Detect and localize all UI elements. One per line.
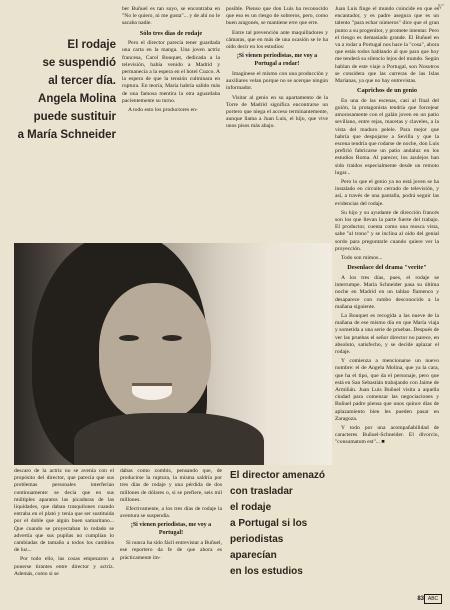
subheading-caprichos: Caprichos de un genio bbox=[356, 87, 417, 95]
paragraph: La Bouquet es recogida a las nueve de la mañana de ese mismo día en que María viaja y sometida a una serie de pruebas. Después de ver las pruebas el señor director no parece, en absoluto, satisfecho, y se decide aplazar el rodaje. bbox=[335, 312, 439, 355]
paragraph: Todo son mimos... bbox=[341, 255, 383, 262]
pull-quote-line: El director amenazó bbox=[230, 470, 326, 481]
subheading-desenlace: Desenlace del drama "verite" bbox=[347, 264, 427, 272]
subheading-tres-dias: Sólo tres días de rodaje bbox=[139, 29, 203, 37]
headline-line-1: El rodaje bbox=[67, 39, 116, 51]
paragraph: posible. Pienso que don Luis ha reconocido que eso es un riesgo de sobreros, pero, como buen aragonés, se mantiene erre que erre. bbox=[226, 6, 328, 27]
paragraph: Y comienza a mencionarse un nuevo nombre: el de Angela Molina, que ya la cara, que ha el tipo, que da el personaje, pero que está en San Sebastián trabajando con Jaime de Armiñán. Juan Luis Buñuel visita a aquella ciudad para comenzar las negociaciones y Buñuel padre piensa que unos quince días de aplazamiento bien les pueden pasar en Zaragoza. bbox=[335, 358, 439, 422]
headline bbox=[10, 36, 116, 144]
pull-quote-line: aparecían bbox=[230, 550, 277, 561]
paragraph: Y todo por una acompañabilidad de caracteres Buñuel-Schneider. El divorcio, "consumatum est"... ■ bbox=[335, 424, 439, 446]
paragraph: Juan Luis finge el mundo coincide en que es encantador, y es padre asegura que es un talento "para echar números" dice que el gran punto a su progenitor, y promete intentar. Pero el riesgo es demasiado grande. El Buñuel en va a rodar a Portugal nos hace la "cosa", ahora que estás todos hablando al que para que hoy me tenderá su silencio lejos del mundo. Según hablan de este viaje a Portugal, son Nosotros se considera que las carreras de las Islas Marianas, ya que no hay entrevistas. bbox=[335, 6, 439, 85]
article-column-3 bbox=[226, 6, 328, 242]
page-number: 83 bbox=[417, 596, 424, 602]
paragraph: A todo esto los productores en- bbox=[128, 107, 198, 114]
portrait-photo bbox=[14, 243, 332, 465]
paragraph: Si nunca ha sido fácil entrevistar a Buñuel, ese reportero da fe de que ahora es prácticamente im- bbox=[120, 540, 222, 561]
pull-quote-line: periodistas bbox=[230, 534, 284, 545]
headline-line-3: al tercer día. bbox=[48, 75, 116, 87]
photo-shoulder bbox=[74, 413, 264, 465]
article-column-4 bbox=[335, 6, 439, 586]
photo-face-shape bbox=[99, 283, 211, 421]
pull-quote-line: a Portugal si los bbox=[230, 518, 308, 529]
headline-line-4: Angela Molina bbox=[38, 93, 116, 105]
photo-eye-right bbox=[162, 335, 182, 341]
corner-handwritten-mark: Nº bbox=[437, 3, 444, 11]
paragraph: Pero el director parecía tener guardada una carta en la manga. Una joven actriz francesa, Carol Bouquet, dedicada a la televisión, había venido a Madrid y permanecía a la espera en el hotel Cuzco. A la espera de que la tensión culminara en ruptura. En teoría, María habría salido más de una famosa mentira la otra aguardaba pacientemente su turno. bbox=[122, 40, 220, 104]
headline-line-6: a María Schneider bbox=[17, 129, 116, 141]
paragraph: Su hijo y su ayudante de dirección francés son los que llevan la parte fuerte del trabajo. El productor, cuenta como una mosca vista, sabe "al trono" y se inclina al oído del genial sordo para preguntarle cuando quiere ver la proyección. bbox=[335, 209, 439, 252]
paragraph: Efectivamente, a los tres días de rodaje la aventura se suspendía. bbox=[120, 506, 222, 520]
paragraph: Entre tal prevención ante maquilladores y cámaras, que en más de una ocasión se le ha oído decir en los estudios: bbox=[226, 29, 328, 51]
pull-quote-line: el rodaje bbox=[230, 502, 272, 513]
paragraph: descaro de la actriz no se avenía con el propósito del director, que parecía que sus problemas personales interferían continuamente: se decía que en sus múltiples aparatos las picaduras de las liquidades, que daban trasquilones cuando entraba en el plató y tenía que ser sustituida por el doble que algún buen samaritano... Que cuando se proyectaban lo rodado se advertía que sus pupilas no cumplían lo cambiadas de tamaño a todos los cambios de luz... bbox=[14, 468, 114, 554]
pull-quote bbox=[230, 468, 340, 580]
paragraph: En una de las escenas, casi al final del guión, la protagonista tendría que forcejear amorosamente con el galán joven en un patio sevillano, entre rejas, macetas y claveles, a la vista del maduro pelele. Para mejor que habría que despojarse a Sevilla y que la escena tendría que rodarse de noche, don Luis prefirió fabricarse un patio andaluz en los estudios Roma. Al parecer, los azulejos han sido traídos especialmente desde un remoto lugar... bbox=[335, 97, 439, 176]
paragraph: Visitar al genio en su apartamento de la Torre de Madrid significa encontrarse un portero que niega el acceso terminantemente, aunque llama a Juan Luis, el hijo, que vive unos pisos más abajo. bbox=[226, 94, 328, 130]
paragraph: dabas como zombis, pensando que, de producirse la ruptura, la misma saldría por tres días de rodaje y una pérdida de dos millones de dólares o, si se prefiere, seis mil millones. bbox=[120, 468, 222, 503]
paragraph: Imagínese el mismo con una producción y auxiliares velan porque no se acerque ningún informador. bbox=[226, 71, 328, 92]
article-column-2 bbox=[122, 6, 220, 242]
paragraph: Pero lo que el genio ya no está joven se ha instalado en circuito cerrado de televisión, y así, a través de una pantalla, podrá seguir las evidencias del rodaje. bbox=[335, 179, 439, 207]
headline-line-5: puede sustituir bbox=[33, 111, 116, 123]
pull-quote-line: en los estudios bbox=[230, 566, 303, 577]
article-bottom-column-1 bbox=[14, 468, 114, 604]
pull-quote-line: con trasladar bbox=[230, 486, 293, 497]
photo-smile bbox=[132, 383, 172, 400]
inline-quote-portugal: ¡Si vienen periodistas, me voy a Portugal a rodar! bbox=[236, 53, 318, 67]
paragraph: ber Buñuel es tan suyo, se encontraba en "No le quiero, ni me gusta"... y de ahí no le sacaba nadie. bbox=[122, 6, 220, 27]
paragraph: A los tres días, pues, el rodaje se interrumpe. María Schneider pasa su última noche en Madrid en un tablao flamenco y desaparece con rumbo desconocido a la mañana siguiente. bbox=[335, 274, 439, 310]
article-bottom-column-2 bbox=[120, 468, 222, 604]
inline-quote-bottom: ¡Si vienen periodistas, me voy a Portugal! bbox=[130, 522, 212, 536]
publication-logo: ABC bbox=[424, 594, 442, 604]
paragraph: Por todo ello, las cosas empezaron a ponerse tirantes entre director y actriz. Además, como si se bbox=[14, 556, 114, 577]
photo-eye-left bbox=[119, 335, 139, 341]
headline-line-2: se suspendió bbox=[42, 57, 116, 69]
